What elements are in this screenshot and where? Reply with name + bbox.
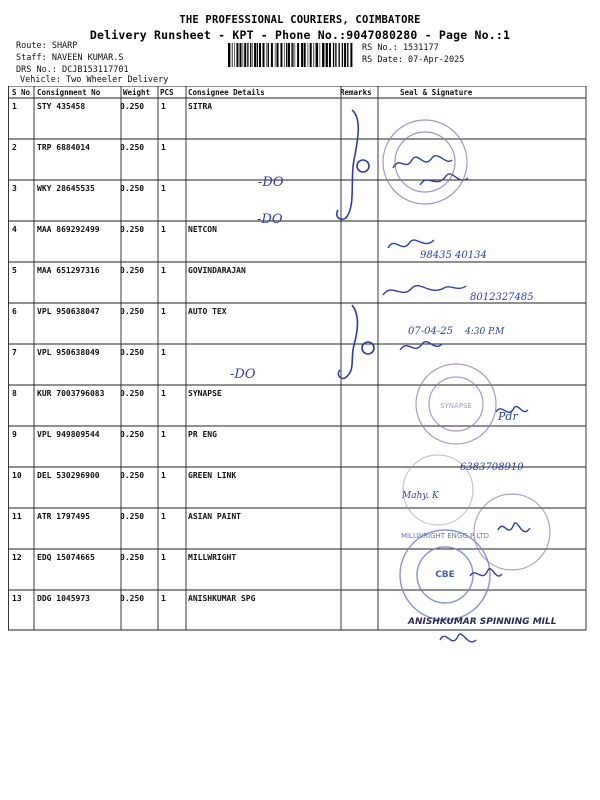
route-label: Route: SHARP — [16, 41, 78, 51]
pcs-cell: 1 — [161, 266, 166, 275]
sno-cell: 2 — [12, 143, 17, 152]
consignment-cell: DEL 530296900 — [37, 471, 100, 480]
runsheet-subtitle: Delivery Runsheet - KPT - Phone No.:9047080280 - Page No.:1 — [89, 28, 511, 42]
anishkumar-stamp-text: ANISHKUMAR SPINNING MILL — [408, 617, 557, 627]
consignee-cell: SYNAPSE — [188, 389, 222, 398]
weight-cell: 0.250 — [120, 512, 145, 521]
pcs-cell: 1 — [161, 553, 166, 562]
bracket-mark-1 — [337, 110, 359, 219]
consignee-cell: NETCON — [188, 225, 217, 234]
drs-number: DRS No.: DCJB153117701 — [16, 65, 129, 75]
time-row6: 4:30 P.M — [465, 327, 505, 337]
consignment-cell: VPL 950638047 — [37, 307, 100, 316]
pcs-cell: 1 — [161, 307, 166, 316]
bracket-mark-2 — [338, 305, 357, 378]
weight-cell: 0.250 — [120, 471, 145, 480]
sno-cell: 5 — [12, 266, 17, 275]
col-header-pcs: PCS — [160, 88, 174, 97]
weight-cell: 0.250 — [120, 102, 145, 111]
signature-row6 — [400, 342, 442, 350]
pcs-cell: 1 — [161, 143, 166, 152]
sno-cell: 7 — [12, 348, 17, 357]
signature-row11 — [498, 523, 530, 532]
col-header-consignment: Consignment No — [37, 88, 101, 97]
pcs-cell: 1 — [161, 389, 166, 398]
weight-cell: 0.250 — [120, 553, 145, 562]
consignee-cell: ANISHKUMAR SPG — [188, 594, 256, 603]
staff-label: Staff: NAVEEN KUMAR.S — [16, 53, 124, 63]
signature-row12 — [470, 569, 502, 576]
sno-cell: 12 — [12, 553, 22, 562]
signature-row13 — [440, 634, 476, 642]
ditto-row3: -DO — [258, 175, 284, 190]
stamp-synapse-text: SYNAPSE — [440, 402, 472, 410]
consignee-cell: SITRA — [188, 102, 213, 111]
signature-row2 — [393, 156, 452, 168]
col-header-sno: S No — [12, 88, 31, 97]
phone-row5: 8012327485 — [470, 292, 534, 303]
phone-row10: 6383708910 — [460, 462, 524, 473]
weight-cell: 0.250 — [120, 348, 145, 357]
consignment-cell: EDQ 15074665 — [37, 553, 95, 562]
consignment-cell: WKY 28645535 — [37, 184, 95, 193]
sign-row4-text: 98435 40134 — [420, 250, 487, 261]
weight-cell: 0.250 — [120, 430, 145, 439]
consignee-cell: GREEN LINK — [188, 471, 237, 480]
weight-cell: 0.250 — [120, 225, 145, 234]
col-header-consignee: Consignee Details — [188, 88, 265, 97]
weight-cell: 0.250 — [120, 143, 145, 152]
weight-cell: 0.250 — [120, 184, 145, 193]
sno-cell: 3 — [12, 184, 17, 193]
consignment-cell: VPL 950638049 — [37, 348, 100, 357]
vehicle-label: Vehicle: Two Wheeler Delivery — [20, 75, 169, 85]
col-header-seal: Seal & Signature — [400, 88, 473, 97]
pcs-cell: 1 — [161, 184, 166, 193]
consignment-cell: MAA 869292499 — [37, 225, 100, 234]
sno-cell: 13 — [12, 594, 22, 603]
consignee-cell: PR ENG — [188, 430, 217, 439]
weight-cell: 0.250 — [120, 389, 145, 398]
sno-cell: 8 — [12, 389, 17, 398]
company-title: THE PROFESSIONAL COURIERS, COIMBATORE — [179, 14, 421, 26]
signature-row5 — [383, 286, 466, 295]
consignment-cell: STY 435458 — [37, 102, 86, 111]
rs-date: RS Date: 07-Apr-2025 — [362, 55, 465, 65]
consignee-cell: ASIAN PAINT — [188, 512, 241, 521]
col-header-remarks: Remarks — [340, 88, 372, 97]
name-row10: Mahy. K — [402, 491, 439, 501]
consignment-cell: DDG 1045973 — [37, 594, 90, 603]
consignment-cell: KUR 7003796083 — [37, 389, 105, 398]
pcs-cell: 1 — [161, 430, 166, 439]
sno-cell: 1 — [12, 102, 17, 111]
sign-row9-text: Pdr — [498, 410, 518, 423]
consignee-cell: MILLWRIGHT — [188, 553, 237, 562]
weight-cell: 0.250 — [120, 307, 145, 316]
pcs-cell: 1 — [161, 348, 166, 357]
ditto-row7: -DO — [230, 367, 256, 382]
pcs-cell: 1 — [161, 471, 166, 480]
ditto-row4: -DO — [257, 212, 283, 227]
rs-number: RS No.: 1531177 — [362, 43, 439, 53]
consignment-cell: TRP 6884014 — [37, 143, 90, 152]
pcs-cell: 1 — [161, 225, 166, 234]
stamp-cbe-text: CBE — [435, 570, 455, 580]
date-row6: 07-04-25 — [408, 326, 453, 337]
signature-row4 — [388, 240, 434, 248]
sno-cell: 11 — [12, 512, 22, 521]
consignee-cell: AUTO TEX — [188, 307, 227, 316]
consignment-cell: VPL 949809544 — [37, 430, 100, 439]
sno-cell: 6 — [12, 307, 17, 316]
weight-cell: 0.250 — [120, 594, 145, 603]
consignment-cell: MAA 651297316 — [37, 266, 100, 275]
pcs-cell: 1 — [161, 594, 166, 603]
stamp-millwright-text: MILLWRIGHT ENGG P LTD — [400, 532, 490, 540]
sno-cell: 4 — [12, 225, 17, 234]
consignment-cell: ATR 1797495 — [37, 512, 90, 521]
sno-cell: 9 — [12, 430, 17, 439]
sno-cell: 10 — [12, 471, 22, 480]
col-header-weight: Weight — [123, 88, 151, 97]
pcs-cell: 1 — [161, 512, 166, 521]
weight-cell: 0.250 — [120, 266, 145, 275]
pcs-cell: 1 — [161, 102, 166, 111]
consignee-cell: GOVINDARAJAN — [188, 266, 246, 275]
